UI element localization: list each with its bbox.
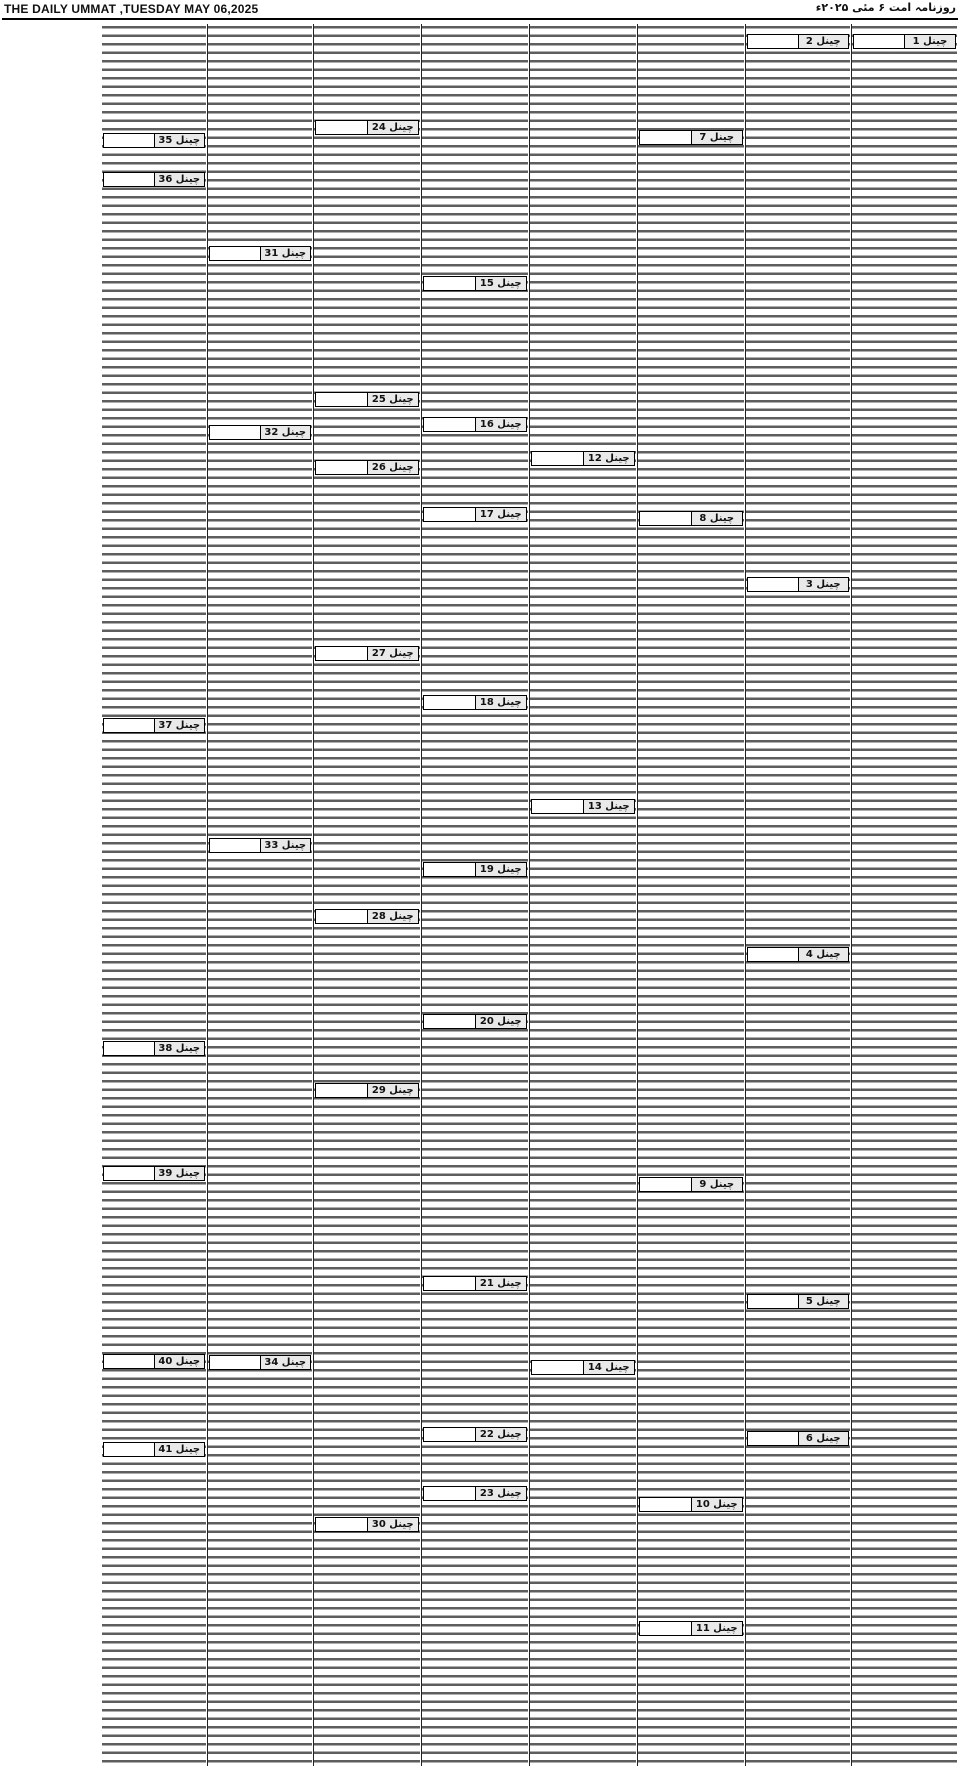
section-number: چینل 35 (154, 134, 205, 147)
section-heading (103, 1166, 205, 1181)
section-topic (104, 1355, 154, 1368)
section-number: چینل 31 (260, 247, 311, 260)
section-number: چینل 36 (154, 173, 205, 186)
section-number: چینل 22 (475, 1428, 527, 1441)
section-heading (423, 417, 527, 432)
section-number: چینل 15 (475, 277, 527, 290)
column-separator (421, 24, 422, 1766)
column-separator (851, 24, 852, 1766)
section-heading (747, 947, 849, 962)
section-topic (748, 948, 798, 961)
section-number: چینل 23 (475, 1487, 527, 1500)
section-heading (315, 392, 419, 407)
section-heading (747, 1294, 849, 1309)
section-topic (532, 800, 583, 813)
column-separator (637, 24, 638, 1766)
section-topic (532, 1361, 583, 1374)
section-number: چینل 20 (475, 1015, 527, 1028)
section-number: چینل 1 (904, 35, 955, 48)
section-number: چینل 25 (367, 393, 419, 406)
section-number: چینل 3 (798, 578, 849, 591)
section-heading (423, 507, 527, 522)
section-number: چینل 19 (475, 863, 527, 876)
section-heading (209, 838, 311, 853)
section-heading (103, 1354, 205, 1369)
section-heading (103, 1041, 205, 1056)
section-topic (104, 719, 154, 732)
section-number: چینل 10 (691, 1498, 743, 1511)
section-topic (104, 1167, 154, 1180)
section-number: چینل 2 (798, 35, 849, 48)
section-topic (640, 1498, 691, 1511)
section-topic (316, 393, 367, 406)
section-heading (531, 1360, 635, 1375)
news-column-4 (530, 24, 636, 1766)
section-number: چینل 32 (260, 426, 311, 439)
section-topic (424, 1487, 475, 1500)
section-number: چینل 18 (475, 696, 527, 709)
section-topic (532, 452, 583, 465)
section-heading (531, 451, 635, 466)
section-topic (854, 35, 904, 48)
section-topic (316, 1084, 367, 1097)
news-column-3 (638, 24, 744, 1766)
section-heading (315, 120, 419, 135)
section-heading (531, 799, 635, 814)
section-topic (640, 131, 691, 144)
section-topic (748, 35, 798, 48)
page-header-right: روزنامہ امت ۶ مئی ۲۰۲۵ء (815, 1, 956, 14)
section-heading (209, 425, 311, 440)
section-topic (316, 647, 367, 660)
section-topic (316, 1518, 367, 1531)
section-number: چینل 6 (798, 1432, 849, 1445)
section-number: چینل 12 (583, 452, 635, 465)
section-topic (640, 512, 691, 525)
section-heading (423, 1486, 527, 1501)
section-topic (210, 426, 260, 439)
section-topic (104, 1042, 154, 1055)
section-heading (315, 1517, 419, 1532)
section-heading (103, 172, 205, 187)
section-heading (639, 1497, 743, 1512)
section-topic (210, 839, 260, 852)
section-heading (639, 1177, 743, 1192)
section-heading (103, 1442, 205, 1457)
section-number: چینل 5 (798, 1295, 849, 1308)
section-heading (639, 130, 743, 145)
section-heading (639, 511, 743, 526)
header-rule (2, 18, 958, 20)
section-topic (316, 121, 367, 134)
section-heading (423, 862, 527, 877)
section-heading (747, 34, 849, 49)
section-heading (747, 1431, 849, 1446)
section-topic (316, 461, 367, 474)
section-heading (853, 34, 956, 49)
section-topic (424, 696, 475, 709)
section-topic (640, 1622, 691, 1635)
section-number: چینل 11 (691, 1622, 743, 1635)
section-heading (315, 460, 419, 475)
column-separator (207, 24, 208, 1766)
section-number: چینل 41 (154, 1443, 205, 1456)
section-number: چینل 30 (367, 1518, 419, 1531)
section-number: چینل 33 (260, 839, 311, 852)
section-topic (210, 1356, 260, 1369)
section-heading (423, 1014, 527, 1029)
section-topic (424, 1428, 475, 1441)
text-body (530, 24, 636, 1766)
section-number: چینل 27 (367, 647, 419, 660)
section-number: چینل 21 (475, 1277, 527, 1290)
news-column-1 (852, 24, 957, 1766)
text-body (208, 24, 312, 1766)
column-separator (313, 24, 314, 1766)
column-separator (745, 24, 746, 1766)
section-number: چینل 8 (691, 512, 743, 525)
section-heading (639, 1621, 743, 1636)
section-number: چینل 26 (367, 461, 419, 474)
section-heading (315, 646, 419, 661)
section-topic (748, 578, 798, 591)
section-number: چینل 39 (154, 1167, 205, 1180)
section-heading (209, 1355, 311, 1370)
section-topic (424, 1277, 475, 1290)
text-body (746, 24, 850, 1766)
text-body (852, 24, 957, 1766)
section-number: چینل 40 (154, 1355, 205, 1368)
section-heading (315, 909, 419, 924)
section-topic (748, 1432, 798, 1445)
section-topic (210, 247, 260, 260)
section-topic (424, 508, 475, 521)
section-heading (423, 695, 527, 710)
section-number: چینل 28 (367, 910, 419, 923)
section-heading (209, 246, 311, 261)
news-column-2 (746, 24, 850, 1766)
section-number: چینل 7 (691, 131, 743, 144)
section-heading (315, 1083, 419, 1098)
section-number: چینل 37 (154, 719, 205, 732)
section-number: چینل 17 (475, 508, 527, 521)
section-heading (423, 276, 527, 291)
section-number: چینل 24 (367, 121, 419, 134)
section-number: چینل 38 (154, 1042, 205, 1055)
section-heading (423, 1276, 527, 1291)
section-topic (424, 863, 475, 876)
section-topic (748, 1295, 798, 1308)
section-number: چینل 16 (475, 418, 527, 431)
section-number: چینل 29 (367, 1084, 419, 1097)
text-body (102, 24, 206, 1766)
section-number: چینل 9 (691, 1178, 743, 1191)
news-column-8 (102, 24, 206, 1766)
section-topic (316, 910, 367, 923)
section-heading (747, 577, 849, 592)
section-topic (104, 1443, 154, 1456)
news-column-6 (314, 24, 420, 1766)
section-heading (103, 133, 205, 148)
section-number: چینل 13 (583, 800, 635, 813)
section-number: چینل 34 (260, 1356, 311, 1369)
section-number: چینل 14 (583, 1361, 635, 1374)
section-topic (640, 1178, 691, 1191)
section-heading (103, 718, 205, 733)
section-topic (104, 134, 154, 147)
section-topic (104, 173, 154, 186)
section-heading (423, 1427, 527, 1442)
section-topic (424, 1015, 475, 1028)
page-header-left: THE DAILY UMMAT ,TUESDAY MAY 06,2025 (4, 2, 259, 16)
section-topic (424, 277, 475, 290)
text-body (314, 24, 420, 1766)
news-column-5 (422, 24, 528, 1766)
section-topic (424, 418, 475, 431)
news-column-7 (208, 24, 312, 1766)
column-separator (529, 24, 530, 1766)
section-number: چینل 4 (798, 948, 849, 961)
